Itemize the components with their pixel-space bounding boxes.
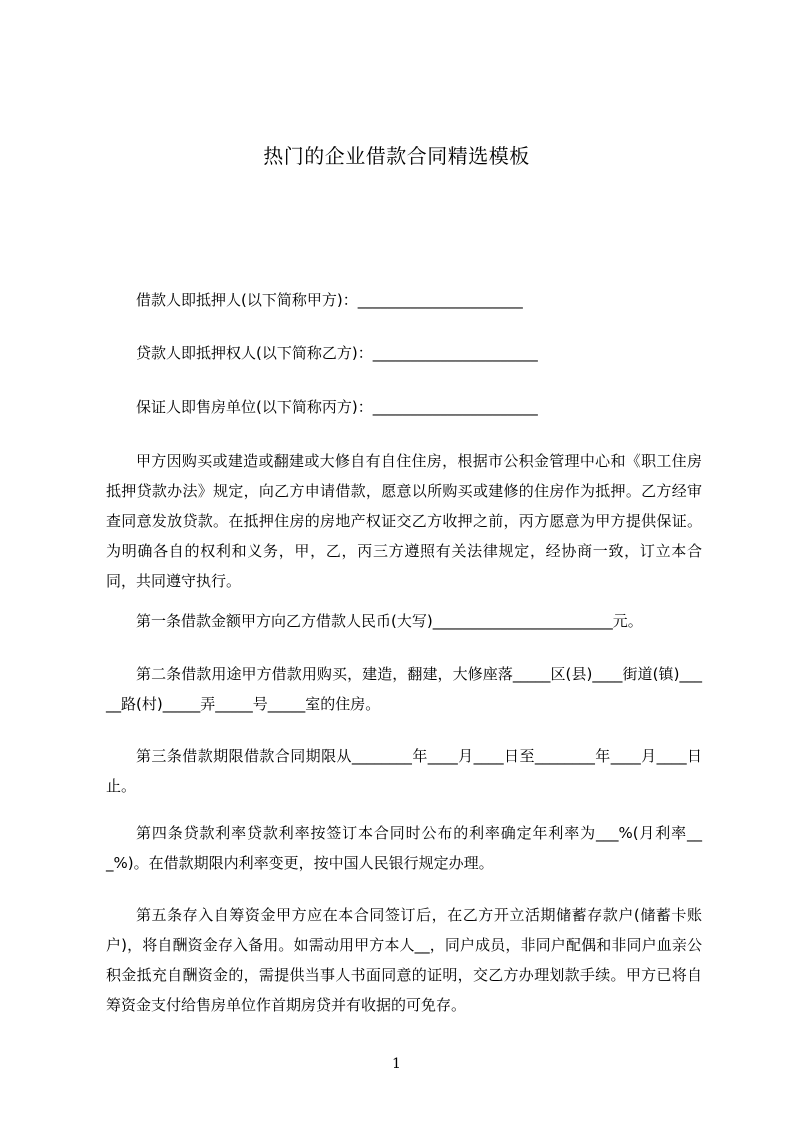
article-2-loan-purpose: 第二条借款用途甲方借款用购买，建造，翻建，大修座落_____区(县)____街道(镇)_____路(村)_____弄_____号_____室的住房。 [106,665,702,713]
party-borrower: 借款人即抵押人(以下简称甲方)：______________________ [136,291,523,309]
article-4-interest-rate: 第四条贷款利率贷款利率按签订本合同时公布的利率确定年利率为___%(月利率___%)。在借款期限内利率变更，按中国人民银行规定办理。 [106,824,702,872]
party-guarantor: 保证人即售房单位(以下简称丙方)：______________________ [136,398,538,416]
party-lender: 贷款人即抵押权人(以下简称乙方)：______________________ [136,344,538,362]
document-title: 热门的企业借款合同精选模板 [263,144,530,168]
article-5-self-funds: 第五条存入自筹资金甲方应在本合同签订后，在乙方开立活期储蓄存款户(储蓄卡账户)，将自酬资金存入备用。如需动用甲方本人__，同户成员，非同户配偶和非同户血亲公积金抵充自酬资金的，需提供当事人书面同意的证明，交乙方办理划款手续。甲方已将自筹资金支付给售房单位作首期房贷并有收据的可免存。 [106,906,702,1014]
article-1-loan-amount: 第一条借款金额甲方向乙方借款人民币(大写)________________________元。 [136,612,643,630]
preamble-paragraph: 甲方因购买或建造或翻建或大修自有自住住房，根据市公积金管理中心和《职工住房抵押贷款办法》规定，向乙方申请借款，愿意以所购买或建修的住房作为抵押。乙方经审查同意发放贷款。在抵押住房的房地产权证交乙方收押之前，丙方愿意为甲方提供保证。为明确各自的权利和义务，甲，乙，丙三方遵照有关法律规定，经协商一致，订立本合同，共同遵守执行。 [106,452,702,590]
article-3-loan-term: 第三条借款期限借款合同期限从________年____月____日至________年____月____日止。 [106,747,702,795]
page-number: 1 [392,1056,401,1072]
